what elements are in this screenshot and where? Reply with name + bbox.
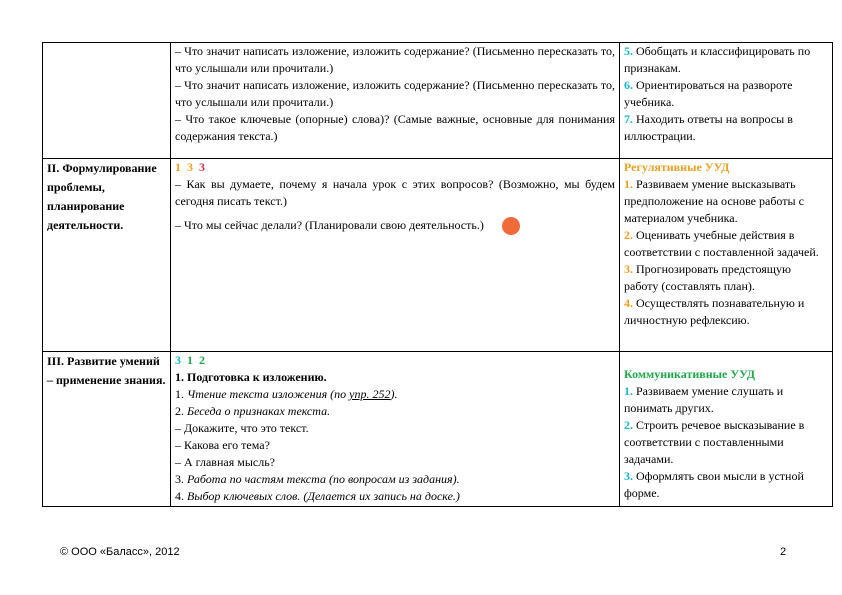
uud-item [624, 111, 828, 145]
item-text-end: ). [390, 387, 398, 401]
item-text: Выбор ключевых слов. (Делается их запись на доске.) [187, 489, 460, 503]
section-heading: 1. Подготовка к изложению. [175, 370, 327, 384]
question-line: – А главная мысль? [175, 455, 275, 469]
exercise-link[interactable]: упр. 252 [349, 387, 391, 401]
uud-text: Развиваем умение слушать и понимать других. [624, 384, 784, 415]
uud-text: Ориентироваться на развороте учебника. [624, 78, 793, 109]
table-row [43, 43, 833, 159]
uud-number: 2. [624, 228, 633, 242]
step-numbers [175, 352, 615, 369]
question-line: – Что такое ключевые (опорные) слова)? (Самые важные, основные для понимания содержания текста.) [175, 112, 615, 143]
footer-copyright: © ООО «Баласс», 2012 [60, 546, 180, 558]
uud-item [624, 176, 828, 227]
list-item [175, 471, 615, 488]
table-row [43, 159, 833, 352]
uud-text: Находить ответы на вопросы в иллюстрации. [624, 112, 793, 143]
step-number: 3 [199, 160, 205, 174]
step-numbers [175, 159, 615, 176]
stage-cell: II. Формулирование проблемы, планирование деятельности. [43, 159, 171, 352]
list-item [175, 386, 615, 403]
stage-cell [43, 43, 171, 159]
uud-text: Оформлять свои мысли в устной форме. [624, 469, 804, 500]
list-item [175, 488, 615, 505]
uud-number: 5. [624, 44, 633, 58]
uud-cell [620, 352, 833, 507]
question-text: – Что мы сейчас делали? (Планировали свою деятельность.) [175, 218, 484, 232]
uud-text: Развиваем умение высказывать предположение на основе работы с материалом учебника. [624, 177, 804, 225]
item-number: 4. [175, 489, 187, 503]
uud-number: 3. [624, 262, 633, 276]
uud-number: 7. [624, 112, 633, 126]
content-cell [171, 43, 620, 159]
question-line: – Какова его тема? [175, 438, 270, 452]
uud-title: Регулятивные УУД [624, 160, 730, 174]
lesson-table [42, 42, 833, 507]
uud-item [624, 383, 828, 417]
uud-number: 3. [624, 469, 633, 483]
content-cell [171, 159, 620, 352]
item-text: Беседа о признаках текста. [187, 404, 331, 418]
uud-number: 1. [624, 177, 633, 191]
step-number: 1 [187, 353, 193, 367]
step-number: 1 [175, 160, 181, 174]
uud-item [624, 295, 828, 329]
item-number: 1. [175, 387, 187, 401]
uud-text: Оценивать учебные действия в соответствии с поставленной задачей. [624, 228, 819, 259]
question-line-with-marker [175, 217, 615, 235]
stage-cell: III. Развитие умений – применение знания. [43, 352, 171, 507]
uud-title-wrap [624, 366, 828, 383]
uud-cell [620, 43, 833, 159]
item-text: Работа по частям текста (по вопросам из задания). [187, 472, 460, 486]
step-number: 3 [187, 160, 193, 174]
uud-text: Прогнозировать предстоящую работу (составлять план). [624, 262, 792, 293]
orange-dot-marker [502, 217, 520, 235]
page-number: 2 [780, 546, 787, 558]
uud-item [624, 43, 828, 77]
question-line: – Что значит написать изложение, изложить содержание? (Письменно пересказать то, что услышали или прочитали.) [175, 44, 615, 75]
uud-text: Обобщать и классифицировать по признакам. [624, 44, 811, 75]
uud-number: 1. [624, 384, 633, 398]
step-number: 2 [199, 353, 205, 367]
uud-number: 4. [624, 296, 633, 310]
uud-number: 2. [624, 418, 633, 432]
uud-cell [620, 159, 833, 352]
item-number: 2. [175, 404, 187, 418]
list-item [175, 403, 615, 420]
uud-text: Осуществлять познавательную и личностную рефлексию. [624, 296, 805, 327]
question-line: – Докажите, что это текст. [175, 421, 309, 435]
step-number: 3 [175, 353, 181, 367]
uud-title: Коммуникативные УУД [624, 367, 756, 381]
uud-text: Строить речевое высказывание в соответствии с поставленными задачами. [624, 418, 805, 466]
uud-item [624, 77, 828, 111]
table-row [43, 352, 833, 507]
question-line: – Как вы думаете, почему я начала урок с этих вопросов? (Возможно, мы будем сегодня писать текст.) [175, 177, 615, 208]
uud-item [624, 261, 828, 295]
item-number: 3. [175, 472, 187, 486]
item-text: Чтение текста изложения (по [187, 387, 350, 401]
uud-item [624, 468, 828, 502]
content-cell [171, 352, 620, 507]
uud-item [624, 227, 828, 261]
uud-item [624, 417, 828, 468]
question-line: – Что значит написать изложение, изложить содержание? (Письменно пересказать то, что услышали или прочитали.) [175, 78, 615, 109]
uud-number: 6. [624, 78, 633, 92]
